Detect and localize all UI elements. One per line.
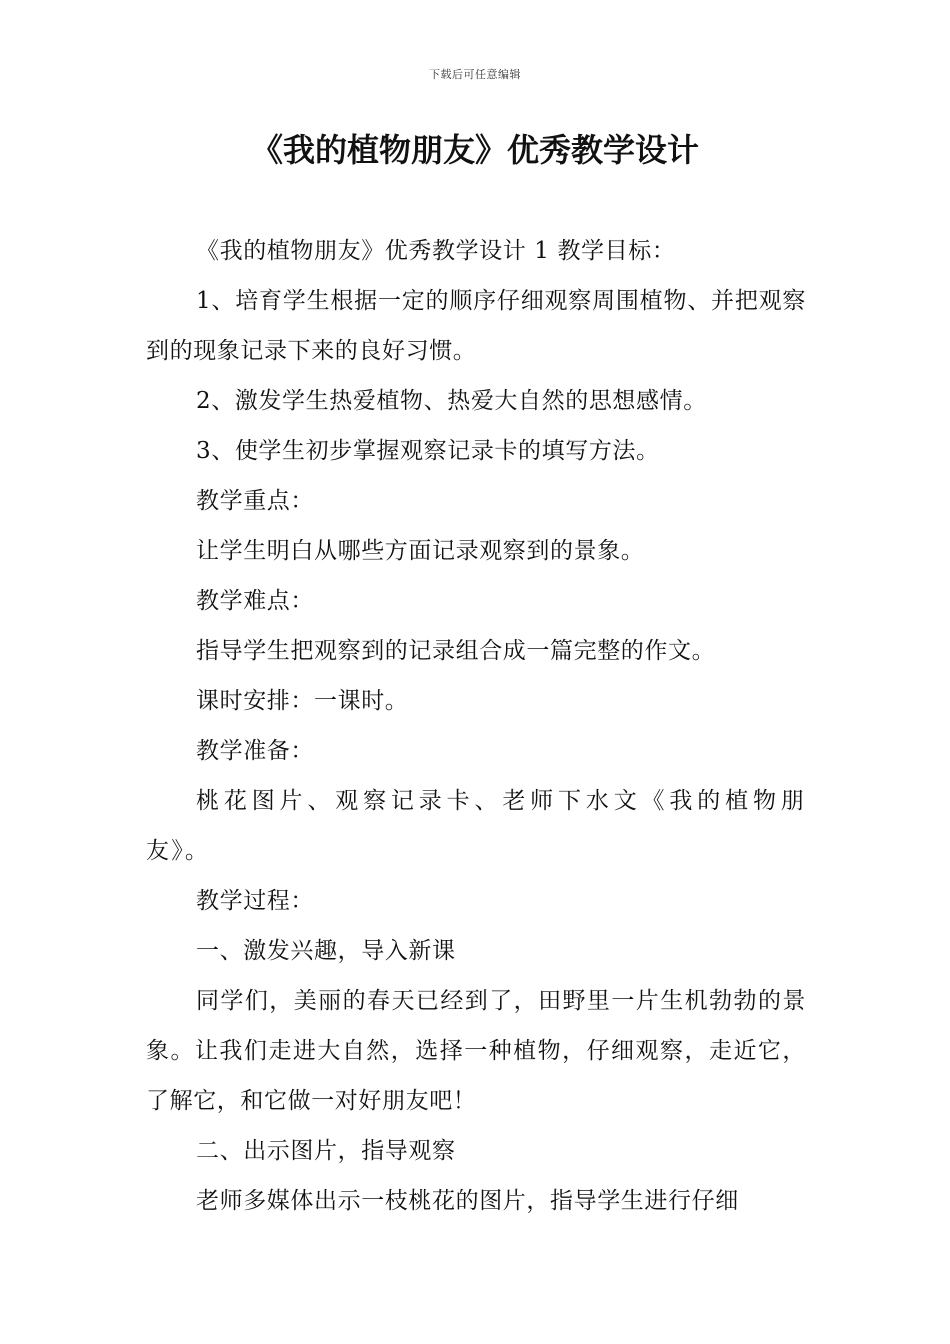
heading-process: 教学过程： [196, 888, 314, 914]
heading-key-points: 教学重点： [196, 488, 314, 514]
heading-step-2: 二、出示图片，指导观察 [196, 1138, 456, 1164]
paragraph-step-1: 同学们，美丽的春天已经到了，田野里一片生机勃勃的景象。让我们走进大自然，选择一种植物，仔细观察，走近它，了解它，和它做一对好朋友吧！ [146, 988, 806, 1114]
document-body [146, 226, 806, 1226]
paragraph-key-points: 让学生明白从哪些方面记录观察到的景象。 [196, 538, 645, 564]
paragraph-preparation: 桃花图片、观察记录卡、老师下水文《我的植物朋友》。 [146, 788, 806, 864]
paragraph-goal-1: 1、培育学生根据一定的顺序仔细观察周围植物、并把观察到的现象记录下来的良好习惯。 [146, 288, 806, 364]
paragraph-goal-2: 2、激发学生热爱植物、热爱大自然的思想感情。 [196, 388, 707, 414]
paragraph-schedule: 课时安排：一课时。 [196, 688, 409, 714]
heading-preparation: 教学准备： [196, 738, 314, 764]
heading-step-1: 一、激发兴趣，导入新课 [196, 938, 456, 964]
heading-difficulties: 教学难点： [196, 588, 314, 614]
header-note: 下载后可任意编辑 [429, 68, 521, 81]
document-title: 《我的植物朋友》优秀教学设计 [250, 131, 699, 169]
paragraph-step-2: 老师多媒体出示一枝桃花的图片，指导学生进行仔细 [196, 1188, 739, 1214]
paragraph-difficulties: 指导学生把观察到的记录组合成一篇完整的作文。 [196, 638, 716, 664]
paragraph-goal-3: 3、使学生初步掌握观察记录卡的填写方法。 [196, 438, 660, 464]
paragraph-intro: 《我的植物朋友》优秀教学设计 1 教学目标： [196, 238, 676, 264]
